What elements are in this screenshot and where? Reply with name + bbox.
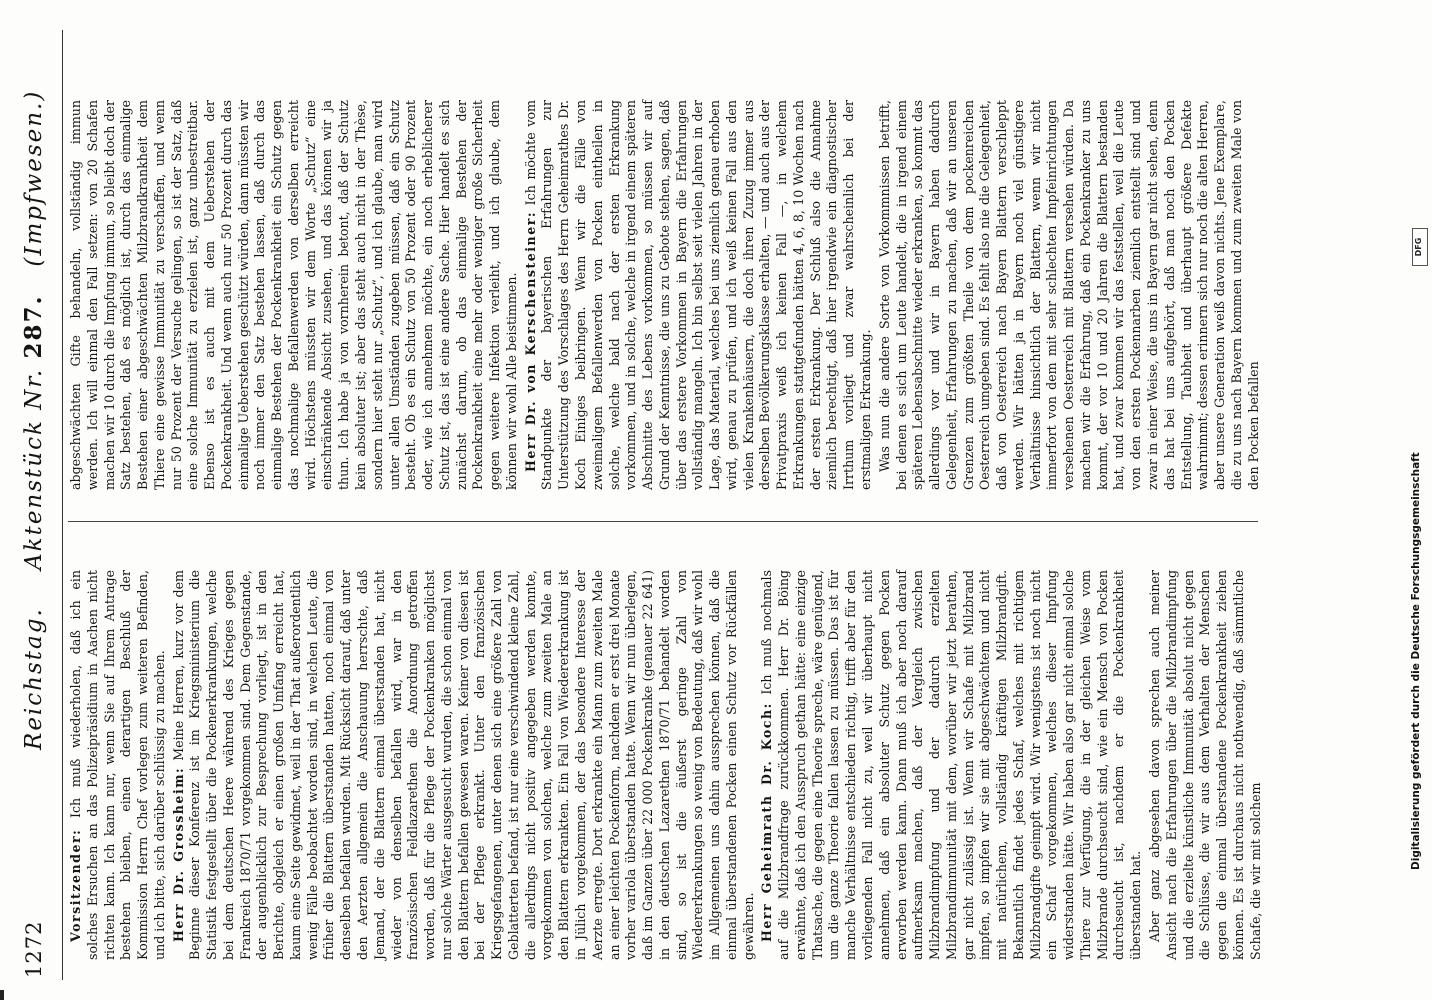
left-column [68,570,1268,960]
speaker-name: Vorsitzender: [68,828,83,942]
column-divider [68,521,1258,522]
speaker-name: Herr Dr. Grossheim: [170,766,186,942]
paragraph [1147,570,1264,960]
paragraph-text: Meine Herren, kurz vor dem Beginne dieser Konferenz ist im Kriegsministerium die Statistik festgestellt über die Pockenerkrankungen, welche bei dem deutschen Heere während des Krieges gegen Frankreich 1870/71 vorgekommen sind. Dem Gegenstande, der augenblicklich zur Besprechung vorliegt, ist in den Berichte, obgleich er einen großen Umfang erreicht hat, kaum eine Seite gewidmet, weil in der That außerordentlich wenig Fälle beobachtet worden sind, in welchen Leute, die früher die Blattern überstanden hatten, noch einmal von denselben befallen wurden. Mit Rücksicht darauf, daß unter den Aerzten allgemein die Anschauung herrschte, daß Jemand, der die Blattern einmal überstanden hat, nicht wieder von denselben befallen wird, war in den französischen Feldlazarethen die Anordnung getroffen worden, daß für die Pflege der Pockenkranken möglichst nur solche Wärter ausgesucht wurden, die schon einmal von den Blattern befallen gewesen waren. Keiner von diesen ist bei der Pflege erkrankt. Unter den französischen Kriegsgefangenen, unter denen sich eine größere Zahl von Geblatterten befand, ist nur eine verschwindend kleine Zahl, die allerdings nicht positiv angegeben werden konnte, vorgekommen von solchen, welche zum zweiten Male an den Blattern erkrankten. Ein Fall von Wiedererkrankung ist in Jülich vorgekommen, der das besondere Interesse der Aerzte erregte. Dort erkrankte ein Mann zum zweiten Male an einer leichten Pockenform, nachdem er erst drei Monate vorher variola überstanden hatte. Wenn wir nun überlegen, daß im Ganzen über 22 000 Pockenkranke (genauer 22 641) in den deutschen Lazarethen 1870/71 behandelt worden sind, so ist die äußerst geringe Zahl von Wiedererkrankungen so wenig von Bedeutung, daß wir wohl im Allgemeinen uns dahin aussprechen können, daß die einmal überstandenen Pocken einen Schutz vor Rückfällen gewähren. [170,570,756,960]
speaker-name: Herr Geheimrath Dr. Koch: [759,702,775,942]
digitization-credit [1408,270,1430,870]
paragraph-text: Aber ganz abgesehen davon sprechen auch meiner Ansicht nach die Erfahrungen über die Milzbrandimpfung und die erzielte künstliche Immunität absolut nicht gegen die Schlüsse, die wir aus dem Verhalten der Menschen gegen die einmal überstandene Pockenkrankheit ziehen können. Es ist durchaus nicht nothwendig, daß sämmtliche Schafe, die wir mit solchem [1147,570,1263,960]
scan-edge-mark [0,990,4,1000]
paragraph-text: abgeschwächten Gifte behandeln, vollständig immun werden. Ich will einmal den Fall setzen: von 20 Schafen machen wir 10 durch die Impfung immun, so bleibt doch der Satz bestehen, daß es möglich ist, durch das einmalige Bestehen einer abgeschwächten Milzbrandkrankheit dem Thiere eine gewisse Immunität zu verschaffen, und wenn nur 50 Prozent der Versuche gelingen, so ist der Satz, daß eine solche Immunität zu erzielen ist, ganz unbestreitbar. Ebenso ist es auch mit dem Ueberstehen der Pockenkrankheit. Und wenn auch nur 50 Prozent durch das einmalige Ueberstehen geschützt würden, dann müssten wir noch immer den Satz bestehen lassen, daß durch das einmalige Bestehen der Pockenkrankheit ein Schutz gegen das nochmalige Befallenwerden von derselben erreicht wird. Höchstens müssten wir dem Worte „Schutz“ eine einschränkende Absicht zusehen, und das können wir ja thun. Ich habe ja von vornherein betont, daß der Schutz kein absoluter ist; aber das steht auch nicht in der Thèse, sondern hier steht nur „Schutz“, und ich glaube, man wird unter allen Umständen zugeben müssen, daß ein Schutz besteht. Ob es ein Schutz von 50 Prozent oder 90 Prozent oder, wie ich annehmen möchte, ein noch erheblicherer Schutz ist, das ist eine andere Sache. Hier handelt es sich zunächst darum, ob das einmalige Bestehen der Pockenkrankheit eine mehr oder weniger große Sicherheit gegen weitere Infektion verleiht, und ich glaube, dem können wir wohl Alle beistimmen. [68,100,519,490]
publication-title: Reichstag. [21,607,47,750]
right-column [68,100,1278,490]
logo-text: DFG [1414,237,1423,257]
document-number: 287. [20,294,47,359]
paragraph [68,570,169,960]
paragraph [877,100,1263,490]
header-rule [62,30,63,980]
paragraph [759,570,1145,960]
credit-text: Digitalisierung gefördert durch die Deutsche Forschungsgemeinschaft [1410,452,1422,870]
paragraph-text: Ich muß wiederholen, daß ich ein solches Ersuchen an das Polizeipräsidium in Aachen nicht richten kann. Ich kann nur, wenn Sie auf Ihrem Antrage bestehen bleiben, einen derartigen Beschluß der Kommission Herrn Chef vorlegen zum weiteren Befinden, und ich bitte, sich darüber schlüssig zu machen. [68,570,167,960]
document-label: Aktenstück Nr. [21,367,47,570]
paragraph-text: Ich muß nochmals auf die Milzbrandfrage zurückkommen. Herr Dr. Böing erwähnte, daß ich den Ausspruch gethan hätte: eine einzige Thatsache, die gegen eine Theorie spreche, wäre genügend, um die ganze Theorie fallen lassen zu müssen. Das ist für manche Verhältnisse entschieden richtig, trifft aber für den vorliegenden Fall nicht zu, weil wir überhaupt nicht annehmen, daß ein absoluter Schutz gegen Pocken erworben werden kann. Dann muß ich aber noch darauf aufmerksam machen, daß der Vergleich zwischen Milzbrandimpfung und der dadurch erzielten Milzbrandimmunität mit dem, worüber wir jetzt berathen, gar nicht zulässig ist. Wenn wir Schafe mit Milzbrand impfen, so impfen wir sie mit abgeschwächtem und nicht mit natürlichem, vollständig kräftigen Milzbrandgift. Bekanntlich findet jedes Schaf, welches mit richtigem Milzbrandgifte geimpft wird. Wir wenigstens ist noch nicht ein Schaf vorgekommen, welches dieser Impfung widerstanden hätte. Wir haben also gar nicht einmal solche Thiere zur Verfügung, die in der gleichen Weise vom Milzbrande durchseucht sind, wie ein Mensch von Pocken durchseucht ist, nachdem er die Pockenkrankheit überstanden hat. [759,570,1144,960]
topic-label: (Impfwesen.) [21,89,47,267]
page-header [18,0,58,1000]
paragraph [68,100,521,490]
paragraph-text: Was nun die andere Sorte von Vorkommnissen betrifft, bei denen es sich um Leute handelt, die in irgend einem späteren Lebensabschnitte wieder erkranken, so kommt das allerdings vor und wir in Bayern haben dadurch Gelegenheit, Erfahrungen zu machen, daß wir an unseren Grenzen zum größten Theile von dem pockenreichen Oesterreich umgeben sind. Es fehlt also nie die Gelegenheit, daß von Oesterreich nach Bayern Blattern verschleppt werden. Wir hätten ja in Bayern noch viel günstigere Verhältnisse hinsichtlich der Blattern, wenn wir nicht immerfort von dem mit sehr schlechten Impfeinrichtungen versehenen Oesterreich mit Blattern versehen würden. Da machen wir die Erfahrung, daß ein Pockenkranker zu uns kommt, der vor 10 und 20 Jahren die Blattern bestanden hat, und zwar kommen wir das feststellen, weil die Leute von den ersten Pockennarben ziemlich entstellt sind und zwar in einer Weise, die uns in Bayern gar nicht sehen, denn das hat bei uns aufgehört, daß man noch den Pocken Entstellung, Taubheit und überhaupt größere Defekte wahrnimmt; dessen erinnern sich nur noch die alten Herren, aber unsere Generation weiß davon nichts. Jene Exemplare, die zu uns nach Bayern kommen und zum zweiten Male von den Pocken befallen [876,100,1261,490]
paragraph [171,570,758,960]
page-number: 1272 [22,920,46,978]
paragraph-text: Ich möchte vom Standpunkte der bayerischen Erfahrungen zur Unterstützung des Vorschlages des Herrn Geheimrathes Dr. Koch Einiges beibringen. Wenn wir die Fälle von zweimaligem Befallenwerden von Pocken eintheilen in solche, welche bald nach der ersten Erkrankung vorkommen, und in solche, welche in irgend einem späteren Abschnitte des Lebens vorkommen, so müssen wir auf Grund der Kenntnisse, die uns zu Gebote stehen, sagen, daß über das erstere Vorkommen in Bayern die Erfahrungen vollständig mangeln. Ich bin selbst seit vielen Jahren in der Lage, das Material, welches bei uns ziemlich genau erhoben wird, genau zu prüfen, und ich weiß keinen Fall aus den vielen Krankenhäusern, die doch ihren Zuzug immer aus derselben Bevölkerungsklasse erhalten, — und auch aus der Privatpraxis weiß ich keinen Fall —, in welchem Erkrankungen stattgefunden hätten 4, 6, 8, 10 Wochen nach der ersten Erkrankung. Der Schluß also die Annahme ziemlich berechtigt, daß hier irgendwie ein diagnostischer Irrthum vorliegt und zwar wahrscheinlich bei der erstmaligen Erkrankung. [522,100,873,490]
paragraph [523,100,875,490]
running-head [20,90,47,750]
speaker-name: Herr Dr. von Kerschensteiner: [522,210,538,472]
dfg-logo [1412,228,1428,266]
